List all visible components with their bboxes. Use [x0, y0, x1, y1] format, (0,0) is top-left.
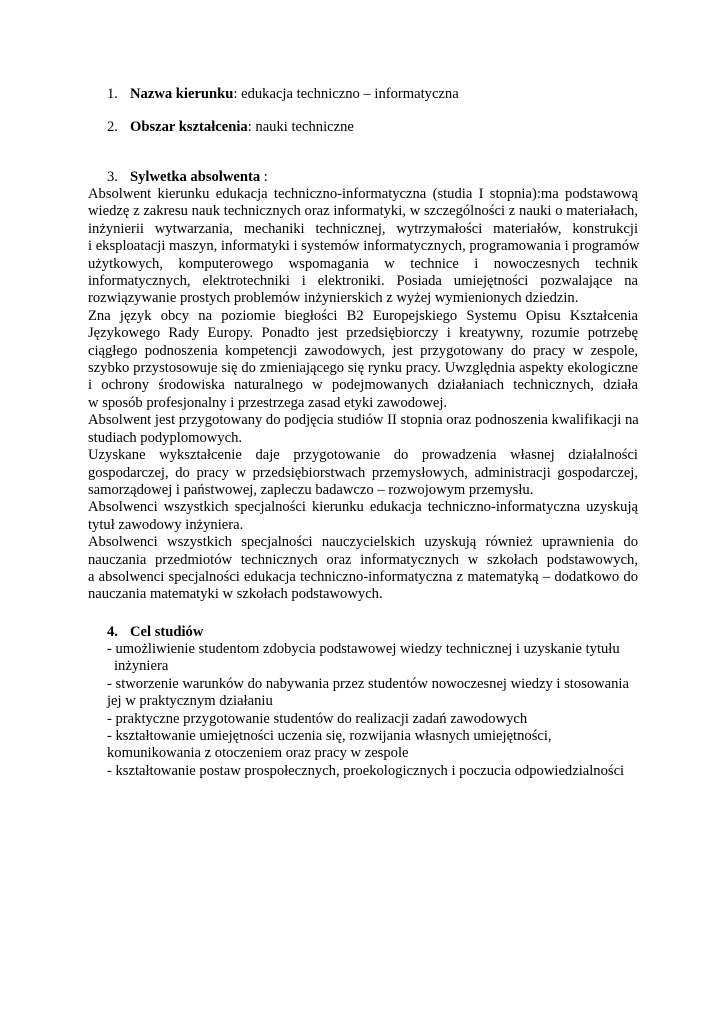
text-line: Językowego Rady Europy. Ponadto jest przedsiębiorczy i kreatywny, rozumie potrzebę: [88, 325, 638, 342]
list-item: [107, 763, 647, 780]
paragraph: [88, 499, 638, 534]
text-line: Absolwenci wszystkich specjalności kierunku edukacja techniczno-informatyczna uzyskują: [88, 499, 638, 516]
text-line: wiedzę z zakresu nauk technicznych oraz informatyki, w szczególności z nauki o materiałach,: [88, 203, 638, 220]
section-heading-study-goals: [107, 624, 203, 641]
text-line: inżyniera: [114, 658, 169, 675]
paragraph: [88, 447, 638, 499]
text-line: i eksploatacji maszyn, informatyki i systemów informatycznych, programowania i programów: [88, 238, 640, 255]
text-line: komunikowania z otoczeniem oraz pracy w zespole: [107, 745, 409, 762]
text-line: nauczania przedmiotów technicznych oraz informatycznych w szkołach podstawowych,: [88, 551, 638, 568]
text-line: jej w praktycznym działaniu: [107, 693, 273, 710]
text-line: szybko przystosowuje się do zmieniającego się rynku pracy. Uwzględnia aspekty ekologiczne: [88, 360, 638, 377]
item-value: :: [260, 169, 268, 185]
text-line: tytuł zawodowy inżyniera.: [88, 516, 244, 533]
text-line: informatycznych, elektrotechniki i elektroniki. Posiada umiejętności pozwalające na: [88, 273, 638, 290]
text-line: - umożliwienie studentom zdobycia podstawowej wiedzy technicznej i uzyskanie tytułu: [107, 641, 620, 657]
text-line: Absolwent kierunku edukacja techniczno-informatyczna (studia I stopnia):ma podstawową: [88, 186, 638, 202]
text-line: i ochrony środowiska naturalnego w podejmowanych działaniach technicznych, działa: [88, 377, 638, 394]
study-goals-list: [107, 641, 647, 780]
paragraph: [88, 534, 638, 604]
item-field-of-study: [107, 86, 459, 103]
text-line: gospodarczej, do pracy w przedsiębiorstwach przemysłowych, administracji gospodarczej,: [88, 464, 638, 481]
item-number: 3.: [107, 169, 118, 185]
item-label: Obszar kształcenia: [130, 119, 248, 135]
item-value: : edukacja techniczno – informatyczna: [233, 86, 459, 102]
item-value: : nauki techniczne: [247, 119, 354, 135]
list-item: [107, 728, 647, 763]
paragraph: [88, 308, 638, 412]
text-line: - praktyczne przygotowanie studentów do realizacji zadań zawodowych: [107, 710, 528, 727]
text-line: użytkowych, komputerowego wspomagania w technice i nowoczesnych technik: [88, 255, 638, 272]
text-line: a absolwenci specjalności edukacja techniczno-informatyczna z matematyką – dodatkowo do: [88, 568, 638, 585]
text-line: ciągłego podnoszenia kompetencji zawodowych, jest przygotowany do pracy w zespole,: [88, 342, 638, 359]
text-line: nauczania matematyki w szkołach podstawowych.: [88, 586, 383, 603]
text-line: - kształtowanie postaw prospołecznych, proekologicznych i poczucia odpowiedzialności: [107, 762, 625, 779]
text-line: inżynierii wytwarzania, mechaniki technicznej, wytrzymałości materiałów, konstrukcji: [88, 220, 638, 237]
item-education-area: [107, 119, 354, 136]
list-item: [107, 641, 647, 676]
text-line: Zna język obcy na poziomie biegłości B2 Europejskiego Systemu Opisu Kształcenia: [88, 307, 638, 324]
item-label: Sylwetka absolwenta: [130, 169, 261, 185]
paragraph: [88, 186, 638, 308]
list-item: [107, 676, 647, 711]
text-line: Uzyskane wykształcenie daje przygotowanie do prowadzenia własnej działalności: [88, 447, 638, 464]
text-line: - stworzenie warunków do nabywania przez studentów nowoczesnej wiedzy i stosowania: [107, 675, 629, 692]
list-item: [107, 711, 647, 728]
item-graduate-profile: [107, 169, 268, 186]
text-line: samorządowej i państwowej, zapleczu badawczo – rozwojowym przemysłu.: [88, 481, 534, 498]
graduate-profile-text: [88, 186, 638, 604]
paragraph: [88, 412, 638, 447]
text-line: studiach podyplomowych.: [88, 429, 243, 446]
text-line: Absolwenci wszystkich specjalności nauczycielskich uzyskują również uprawnienia do: [88, 534, 638, 551]
text-line: Absolwent jest przygotowany do podjęcia studiów II stopnia oraz podnoszenia kwalifikacji na: [88, 412, 639, 429]
section-title: Cel studiów: [130, 624, 204, 640]
section-number: 4.: [107, 624, 118, 640]
text-line: w sposób profesjonalny i przestrzega zasad etyki zawodowej.: [88, 394, 448, 411]
text-line: rozwiązywanie prostych problemów inżynierskich z wyżej wymienionych dziedzin.: [88, 290, 579, 307]
item-label: Nazwa kierunku: [130, 86, 234, 102]
item-number: 2.: [107, 119, 118, 135]
text-line: - kształtowanie umiejętności uczenia się, rozwijania własnych umiejętności,: [107, 728, 552, 745]
item-number: 1.: [107, 86, 118, 102]
